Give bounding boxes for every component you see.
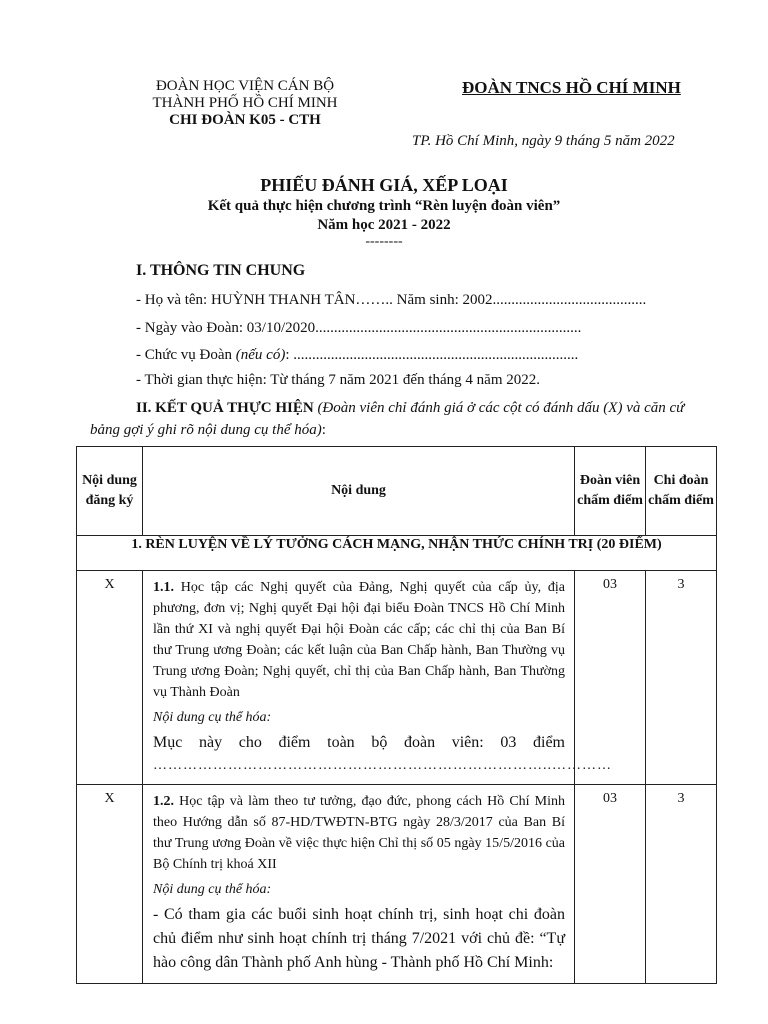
row-text: Học tập các Nghị quyết của Đảng, Nghị quyết của cấp ủy, địa phương, đơn vị; Nghị quyết Đại hội đại biểu Đoàn TNCS Hồ Chí Minh lần thứ XI và nghị quyết Đại hội Đoàn các cấp; các chỉ thị của Ban Bí thư Trung ương Đoàn; các kết luận của Ban Chấp hành, Ban Thường vụ Trung ương Đoàn; Nghị quyết, chỉ thị của Ban Chấp hành, Ban Thường vụ Thành Đoàn — [153, 580, 565, 700]
position-label: - Chức vụ Đoàn — [136, 347, 236, 363]
position-hint: (nếu có) — [235, 347, 286, 363]
row-content — [143, 571, 612, 785]
info-name-line: - Họ và tên: HUỲNH THANH TÂN…….. Năm sinh: 2002......................................... — [136, 292, 647, 308]
section-title: 1. RÈN LUYỆN VỀ LÝ TƯỞNG CÁCH MẠNG, NHẬN THỨC CHÍNH TRỊ (20 ĐIỂM) — [77, 536, 717, 571]
section-2-colon: : — [321, 422, 326, 438]
org-line-1: ĐOÀN HỌC VIỆN CÁN BỘ — [155, 78, 335, 94]
table-row — [77, 785, 717, 984]
row-mark: X — [77, 571, 143, 785]
row-member-score: 03 — [575, 571, 646, 785]
section-2-intro — [90, 397, 715, 441]
row-detail: Mục này cho điểm toàn bộ đoàn viên: 03 điểm — [153, 734, 565, 751]
organization-header — [120, 78, 370, 129]
position-dots: : ............................................................................ — [285, 347, 579, 363]
section-2-heading: II. KẾT QUẢ THỰC HIỆN — [136, 400, 314, 416]
document-subtitle: Kết quả thực hiện chương trình “Rèn luyện đoàn viên” — [207, 198, 561, 214]
info-join-line: - Ngày vào Đoàn: 03/10/2020....................................................................... — [136, 320, 582, 336]
header-branch-score: Chi đoàn chấm điểm — [646, 447, 717, 536]
row-number: 1.2. — [153, 794, 174, 809]
row-detail-label: Nội dung cụ thể hóa: — [153, 710, 272, 725]
row-member-score: 03 — [575, 785, 646, 984]
row-branch-score: 3 — [646, 571, 717, 785]
table-header-row — [77, 447, 717, 536]
row-detail: - Có tham gia các buổi sinh hoạt chính trị, sinh hoạt chi đoàn chủ điểm như sinh hoạt chính trị tháng 7/2021 với chủ đề: “Tự hào công dân Thành phố Anh hùng - Thành phố Hồ Chí Minh: — [153, 906, 565, 971]
org-line-2: THÀNH PHỐ HỒ CHÍ MINH — [152, 95, 338, 111]
section-row — [77, 536, 717, 571]
row-dots: ……………………………………………………………………..………… — [153, 758, 612, 773]
header-registered: Nội dung đăng ký — [77, 447, 143, 536]
row-number: 1.1. — [153, 580, 174, 595]
school-year: Năm học 2021 - 2022 — [317, 217, 451, 233]
info-period-line: - Thời gian thực hiện: Từ tháng 7 năm 2021 đến tháng 4 năm 2022. — [136, 372, 540, 388]
row-mark: X — [77, 785, 143, 984]
header-content: Nội dung — [143, 447, 575, 536]
table-row — [77, 571, 717, 785]
section-2-note: (Đoàn viên chỉ đánh giá ở các cột có đánh dấu (X) và căn cứ bảng gợi ý ghi rõ nội dung cụ thể hóa) — [90, 400, 685, 438]
info-position-line — [136, 347, 578, 364]
evaluation-table — [76, 446, 717, 984]
row-content — [143, 785, 575, 984]
row-text: Học tập và làm theo tư tưởng, đạo đức, phong cách Hồ Chí Minh theo Hướng dẫn số 87-HD/TWĐTN-BTG ngày 28/3/2017 của Ban Bí thư Trung ương Đoàn về việc thực hiện Chỉ thị số 05 ngày 15/5/2016 của Bộ Chính trị khoá XII — [153, 794, 565, 872]
org-line-3: CHI ĐOÀN K05 - CTH — [169, 112, 321, 128]
row-branch-score: 3 — [646, 785, 717, 984]
header-member-score: Đoàn viên chấm điểm — [575, 447, 646, 536]
row-detail-label: Nội dung cụ thể hóa: — [153, 882, 272, 897]
title-separator: -------- — [365, 234, 403, 249]
place-date: TP. Hồ Chí Minh, ngày 9 tháng 5 năm 2022 — [412, 133, 675, 149]
section-1-heading: I. THÔNG TIN CHUNG — [136, 262, 306, 279]
union-name: ĐOÀN TNCS HỒ CHÍ MINH — [462, 78, 681, 97]
document-title: PHIẾU ĐÁNH GIÁ, XẾP LOẠI — [260, 175, 508, 195]
